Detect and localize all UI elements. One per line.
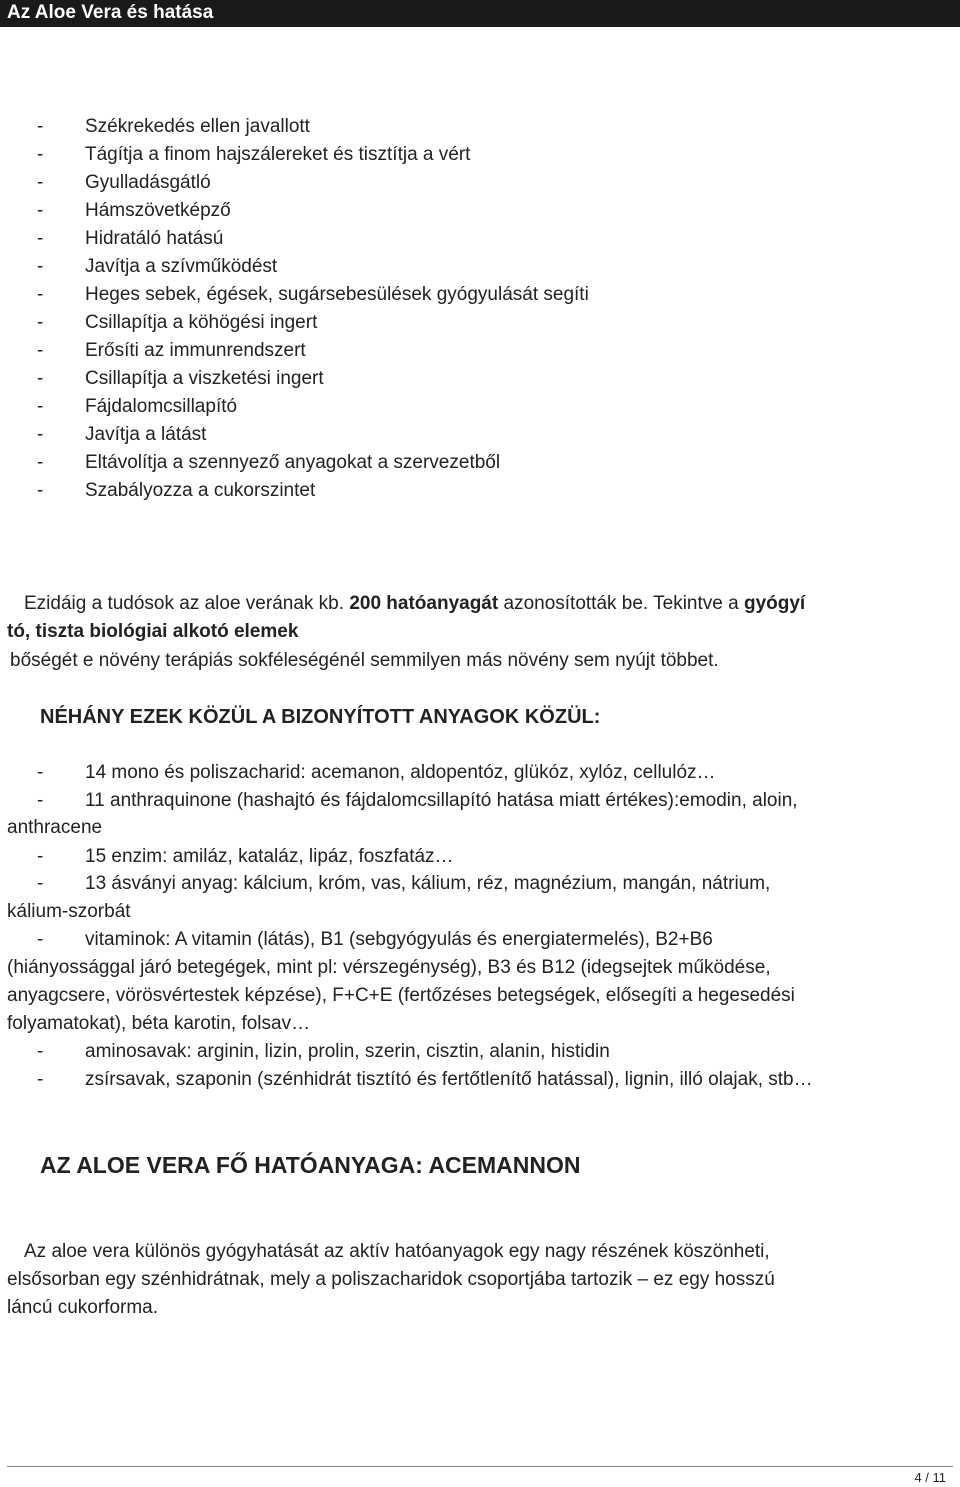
page-number: 4 / 11 [914,1470,946,1485]
list-item: - 15 enzim: amiláz, kataláz, lipáz, foszfatáz… [37,846,454,867]
list-item: - Javítja a látást [37,424,207,445]
list-item: - Szabályozza a cukorszintet [37,480,316,501]
list-item: - Gyulladásgátló [37,172,211,193]
proven-substances-heading: NÉHÁNY EZEK KÖZÜL A BIZONYÍTOTT ANYAGOK KÖZÜL: [40,706,601,728]
list-item: - Hidratáló hatású [37,228,224,249]
list-item: - Erősíti az immunrendszert [37,340,306,361]
list-item-continuation: folyamatokat), béta karotin, folsav… [7,1013,311,1034]
list-item: - 14 mono és poliszacharid: acemanon, aldopentóz, glükóz, xylóz, cellulóz… [37,762,716,783]
list-item: - vitaminok: A vitamin (látás), B1 (sebgyógyulás és energiatermelés), B2+B6 [37,929,713,950]
closing-line: elsősorban egy szénhidrátnak, mely a poliszacharidok csoportjába tartozik – ez egy hosszú [7,1269,775,1290]
list-item: - Tágítja a finom hajszálereket és tisztítja a vért [37,144,471,165]
list-item: - Eltávolítja a szennyező anyagokat a szervezetből [37,452,501,473]
list-item: - zsírsavak, szaponin (szénhidrát tisztító és fertőtlenítő hatással), lignin, illó olajak, stb… [37,1069,813,1090]
list-item: - aminosavak: arginin, lizin, prolin, szerin, cisztin, alanin, histidin [37,1041,610,1062]
list-item-continuation: (hiányossággal járó betegégek, mint pl: vérszegénység), B3 és B12 (idegsejtek működése, [7,957,771,978]
main-ingredient-heading: AZ ALOE VERA FŐ HATÓANYAGA: ACEMANNON [40,1152,581,1178]
list-item: - 11 anthraquinone (hashajtó és fájdalomcsillapító hatása miatt értékes):emodin, aloin, [37,790,798,811]
list-item-continuation: kálium-szorbát [7,901,131,922]
footer-divider [7,1466,953,1467]
list-item-continuation: anyagcsere, vörösvértestek képzése), F+C+E (fertőzéses betegségek, elősegíti a hegesedési [7,985,795,1006]
closing-line: Az aloe vera különös gyógyhatását az aktív hatóanyagok egy nagy részének köszönheti, [24,1241,770,1262]
list-item: - Székrekedés ellen javallott [37,116,310,137]
closing-line: láncú cukorforma. [7,1297,159,1318]
list-item: - Csillapítja a viszketési ingert [37,368,324,389]
intro-line: Ezidáig a tudósok az aloe verának kb. 200 hatóanyagát azonosították be. Tekintve a gyógyí [24,593,806,614]
list-item: - Javítja a szívműködést [37,256,278,277]
intro-line: bőségét e növény terápiás sokféleségénél semmilyen más növény sem nyújt többet. [10,650,719,671]
intro-line: tó, tiszta biológiai alkotó elemek [7,621,299,642]
list-item: - Fájdalomcsillapító [37,396,238,417]
list-item: - Heges sebek, égések, sugársebesülések gyógyulását segíti [37,284,589,305]
list-item: - Csillapítja a köhögési ingert [37,312,318,333]
list-item-continuation: anthracene [7,817,103,838]
list-item: - Hámszövetképző [37,200,231,221]
list-item: - 13 ásványi anyag: kálcium, króm, vas, kálium, réz, magnézium, mangán, nátrium, [37,873,771,894]
document-title: Az Aloe Vera és hatása [7,2,214,23]
page-header [0,0,960,27]
